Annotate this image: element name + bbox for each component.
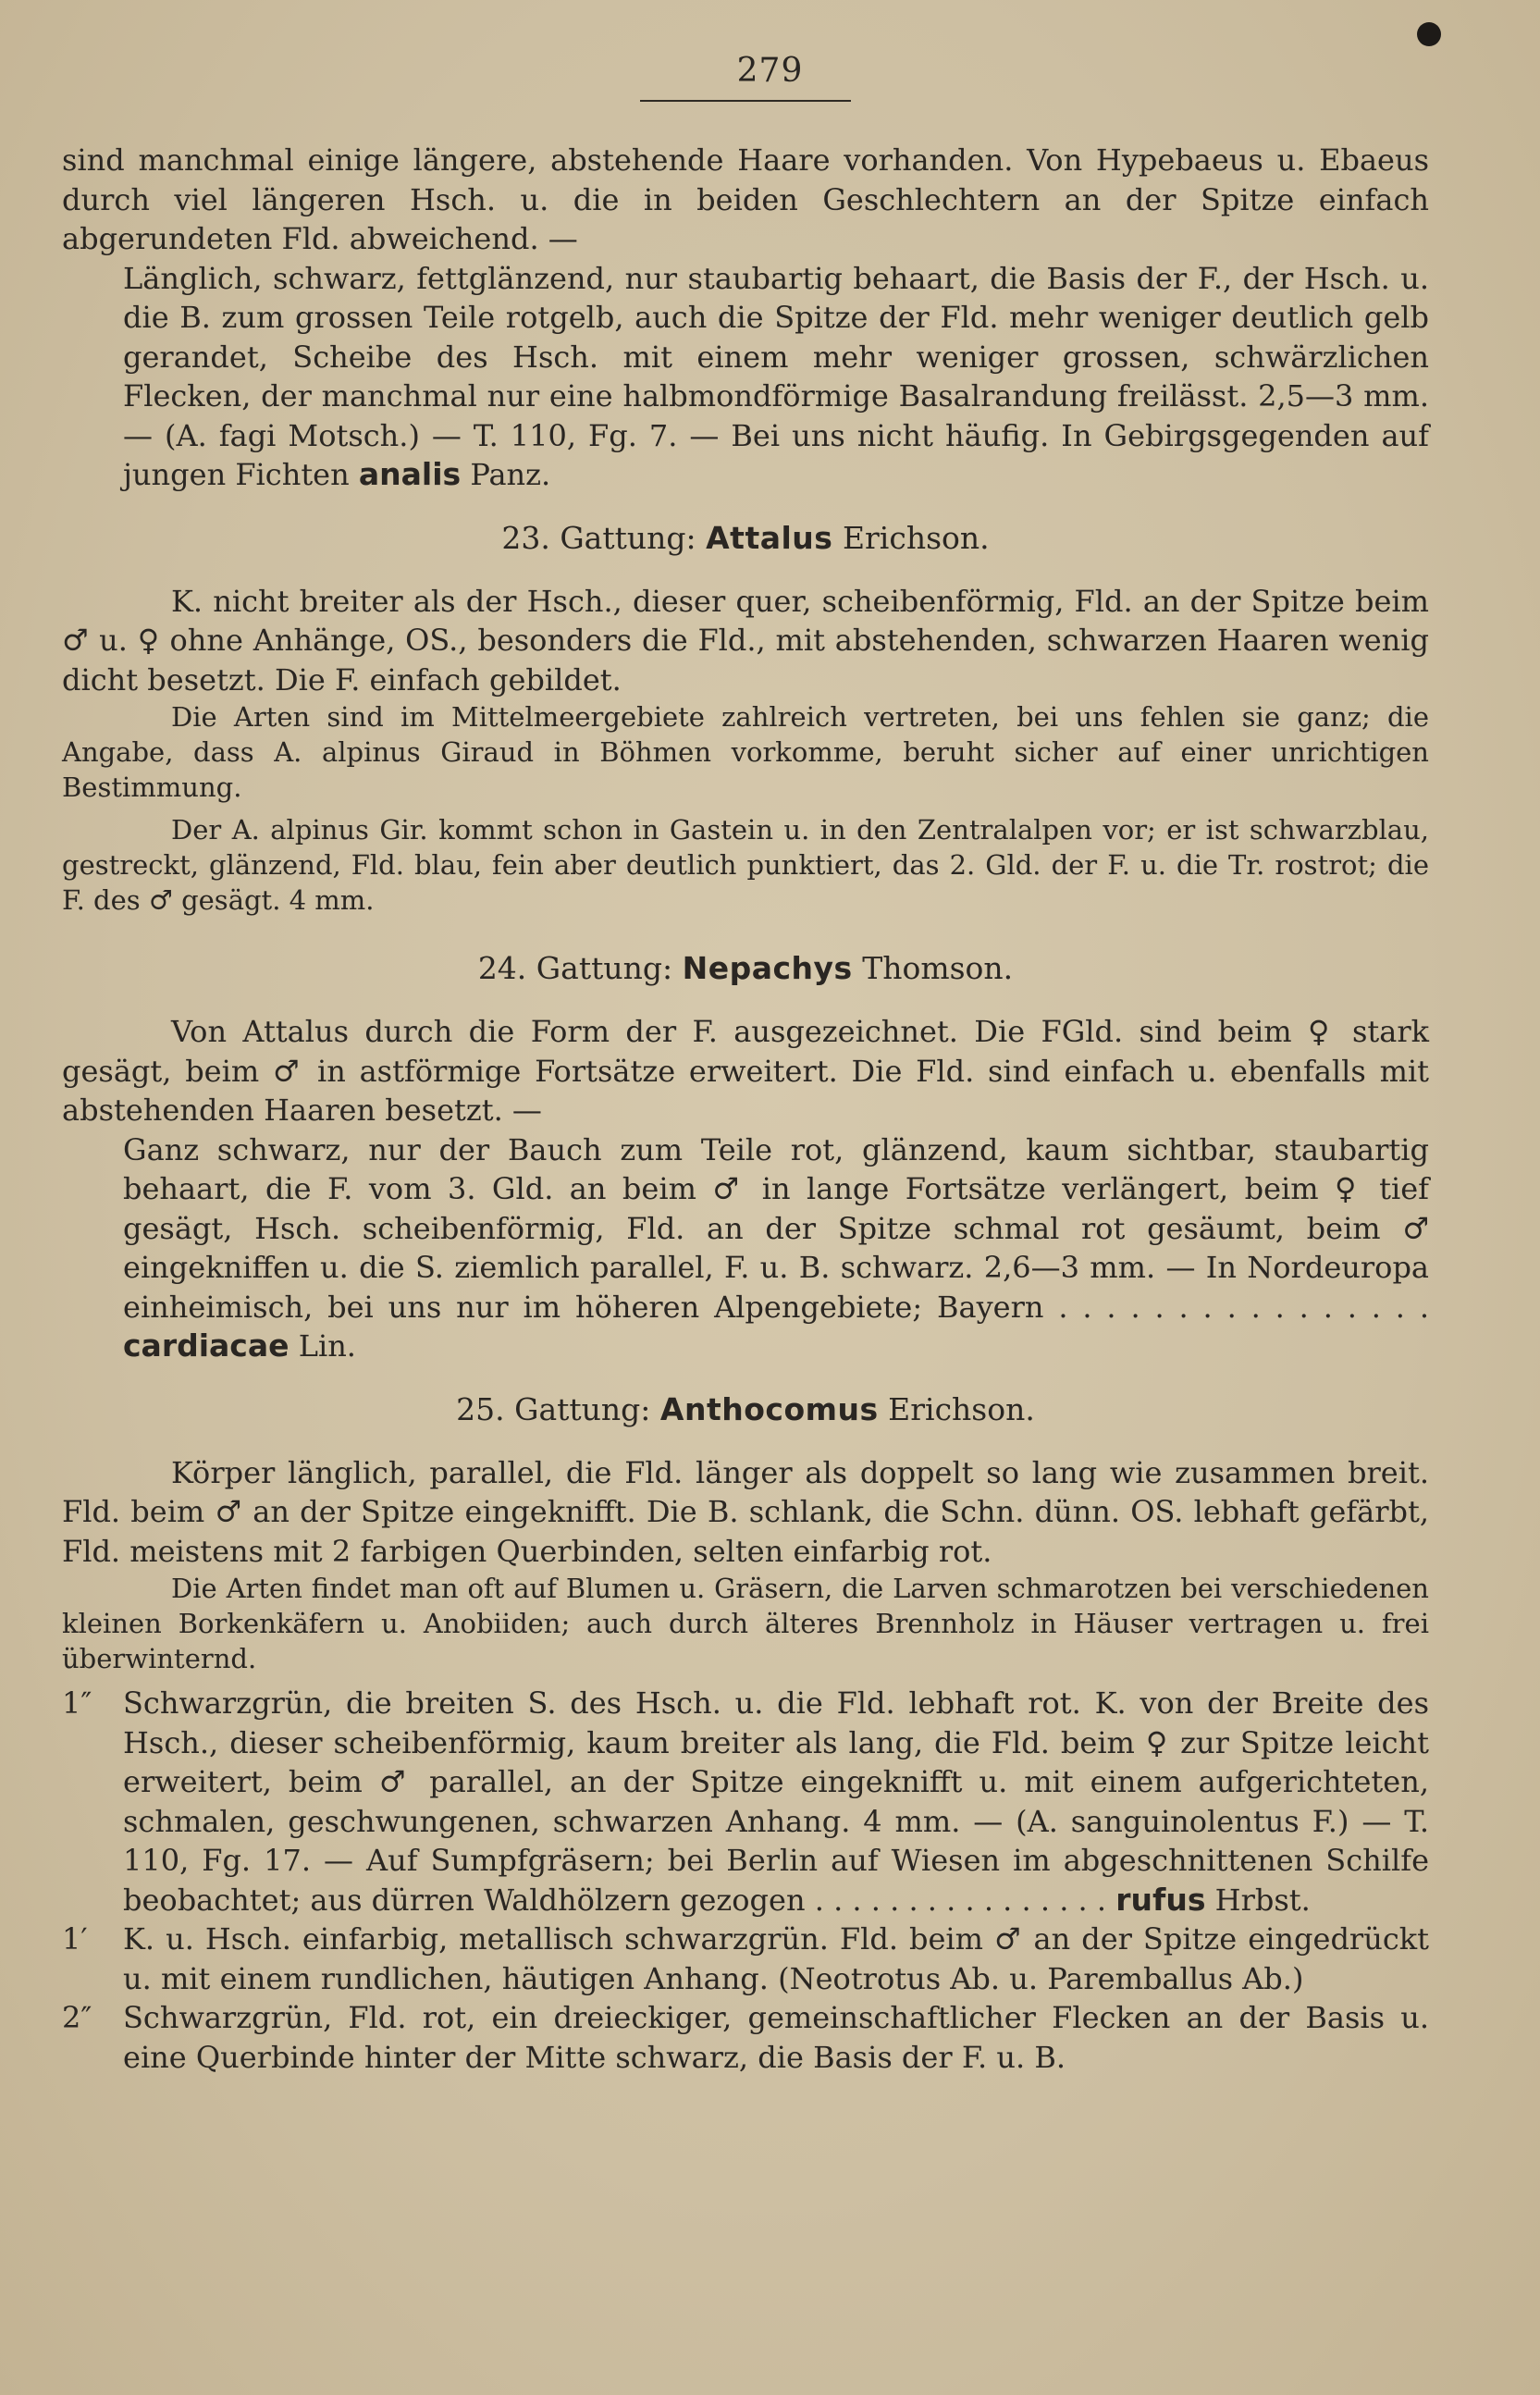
key-couplet	[62, 1684, 1429, 1920]
genus-heading	[62, 949, 1429, 988]
paragraph-text: Körper länglich, parallel, die Fld. länger als doppelt so lang wie zusammen breit. Fld. beim ♂ an der Spitze eingekniﬀt. Die B. schlank, die Schn. dünn. OS. lebhaft gefärbt, Fld. meistens mit 2 farbigen Querbinden, selten einfarbig rot.	[62, 1454, 1429, 1569]
paragraph	[62, 1571, 1429, 1676]
species-name: cardiacae	[123, 1327, 290, 1364]
genus-number: 25. Gattung:	[456, 1390, 651, 1427]
species-name: analis	[358, 456, 462, 492]
genus-name: Anthocomus	[659, 1390, 879, 1427]
paragraph-text: K. u. Hsch. einfarbig, metallisch schwarzgrün. Fld. beim ♂ an der Spitze eingedrückt u. mit einem rundlichen, häutigen Anhang. (Neotrotus Ab. u. Paremballus Ab.)	[123, 1921, 1429, 1996]
species-author: Hrbst.	[1214, 1882, 1311, 1918]
ink-spot	[1417, 22, 1441, 46]
spacer	[62, 805, 1429, 812]
genus-author: Erichson.	[842, 519, 990, 556]
paragraph-text: Die Arten findet man oft auf Blumen u. Gräsern, die Larven schmarotzen bei verschiedenen kleinen Borkenkäfern u. Anobiiden; auch durch älteres Brennholz in Häuser vertragen u. frei überwinternd.	[62, 1573, 1429, 1674]
paragraph	[62, 1453, 1429, 1572]
page-body	[62, 141, 1429, 2077]
paragraph-text: Länglich, schwarz, fettglänzend, nur staubartig behaart, die Basis der F., der Hsch. u. die B. zum grossen Teile rotgelb, auch die Spitze der Fld. mehr weniger deutlich gelb gerandet, Scheibe des Hsch. mit einem mehr weniger grossen, schwärzlichen Flecken, der manchmal nur eine halbmondförmige Basalrandung freilässt. 2,5—3 mm. — (A. fagi Motsch.) — T. 110, Fg. 7. — Bei uns nicht häufig. In Gebirgsgegenden auf jungen Fichten	[123, 260, 1429, 492]
spacer	[62, 918, 1429, 925]
paragraph	[62, 812, 1429, 918]
species-author: Panz.	[470, 457, 551, 492]
species-name: rufus	[1115, 1881, 1206, 1918]
couplet-number: 1′	[62, 1921, 88, 1957]
key-couplet	[62, 1998, 1429, 2077]
genus-name: Attalus	[706, 519, 833, 556]
paragraph	[62, 259, 1429, 495]
paragraph	[62, 582, 1429, 700]
paragraph	[62, 141, 1429, 259]
species-author: Lin.	[298, 1328, 356, 1364]
paragraph-text: Von Attalus durch die Form der F. ausgezeichnet. Die FGld. sind beim ♀ stark gesägt, beim ♂ in astförmige Fortsätze erweitert. Die Fld. sind einfach u. ebenfalls mit abstehenden Haaren besetzt. —	[62, 1014, 1429, 1128]
page-number: 279	[736, 52, 804, 90]
paragraph-text: Schwarzgrün, die breiten S. des Hsch. u. die Fld. lebhaft rot. K. von der Breite des Hsch., dieser scheibenförmig, kaum breiter als lang, die Fld. beim ♀ zur Spitze leicht erweitert, beim ♂ parallel, an der Spitze eingekniﬀt u. mit einem aufgerichteten, schmalen, geschwungenen, schwarzen Anhang. 4 mm. — (A. sanguinolentus F.) — T. 110, Fg. 17. — Auf Sumpfgräsern; bei Berlin auf Wiesen im abgeschnittenen Schilfe beobachtet; aus dürren Waldhölzern gezogen . . . . . . . . . . . . . . . .	[123, 1685, 1429, 1918]
genus-name: Nepachys	[682, 950, 853, 986]
genus-number: 24. Gattung:	[477, 950, 673, 986]
paragraph	[62, 699, 1429, 805]
paragraph-text: Schwarzgrün, Fld. rot, ein dreieckiger, gemeinschaftlicher Flecken an der Basis u. eine Querbinde hinter der Mitte schwarz, die Basis der F. u. B.	[123, 2000, 1429, 2075]
paragraph-text: sind manchmal einige längere, abstehende Haare vorhanden. Von Hypebaeus u. Ebaeus durch viel längeren Hsch. u. die in beiden Geschlechtern an der Spitze einfach abgerundeten Fld. abweichend. —	[62, 142, 1429, 256]
spacer	[62, 1676, 1429, 1684]
header-rule	[640, 100, 851, 102]
paragraph-text: Der A. alpinus Gir. kommt schon in Gastein u. in den Zentralalpen vor; er ist schwarzblau, gestreckt, glänzend, Fld. blau, fein aber deutlich punktiert, das 2. Gld. der F. u. die Tr. rostrot; die F. des ♂ gesägt. 4 mm.	[62, 814, 1429, 916]
genus-heading	[62, 519, 1429, 558]
couplet-number: 1″	[62, 1685, 92, 1721]
genus-author: Erichson.	[888, 1390, 1035, 1427]
genus-number: 23. Gattung:	[501, 519, 696, 556]
paragraph	[62, 1130, 1429, 1366]
paragraph-text: Die Arten sind im Mittelmeergebiete zahlreich vertreten, bei uns fehlen sie ganz; die Angabe, dass A. alpinus Giraud in Böhmen vorkomme, beruht sicher auf einer unrichtigen Bestimmung.	[62, 701, 1429, 803]
key-couplet	[62, 1920, 1429, 1998]
couplet-number: 2″	[62, 2000, 92, 2035]
paragraph	[62, 1012, 1429, 1130]
genus-author: Thomson.	[862, 950, 1014, 986]
paragraph-text: K. nicht breiter als der Hsch., dieser quer, scheibenförmig, Fld. an der Spitze beim ♂ u. ♀ ohne Anhänge, OS., besonders die Fld., mit abstehenden, schwarzen Haaren wenig dicht besetzt. Die F. einfach gebildet.	[62, 583, 1429, 698]
genus-heading	[62, 1390, 1429, 1429]
paragraph-text: Ganz schwarz, nur der Bauch zum Teile rot, glänzend, kaum sichtbar, staubartig behaart, die F. vom 3. Gld. an beim ♂ in lange Fortsätze verlängert, beim ♀ tief gesägt, Hsch. scheibenförmig, Fld. an der Spitze schmal rot gesäumt, beim ♂ eingekniffen u. die S. ziemlich parallel, F. u. B. schwarz. 2,6—3 mm. — In Nordeuropa einheimisch, bei uns nur im höheren Alpengebiete; Bayern . . . . . . . . . . . . . . . .	[123, 1131, 1429, 1325]
